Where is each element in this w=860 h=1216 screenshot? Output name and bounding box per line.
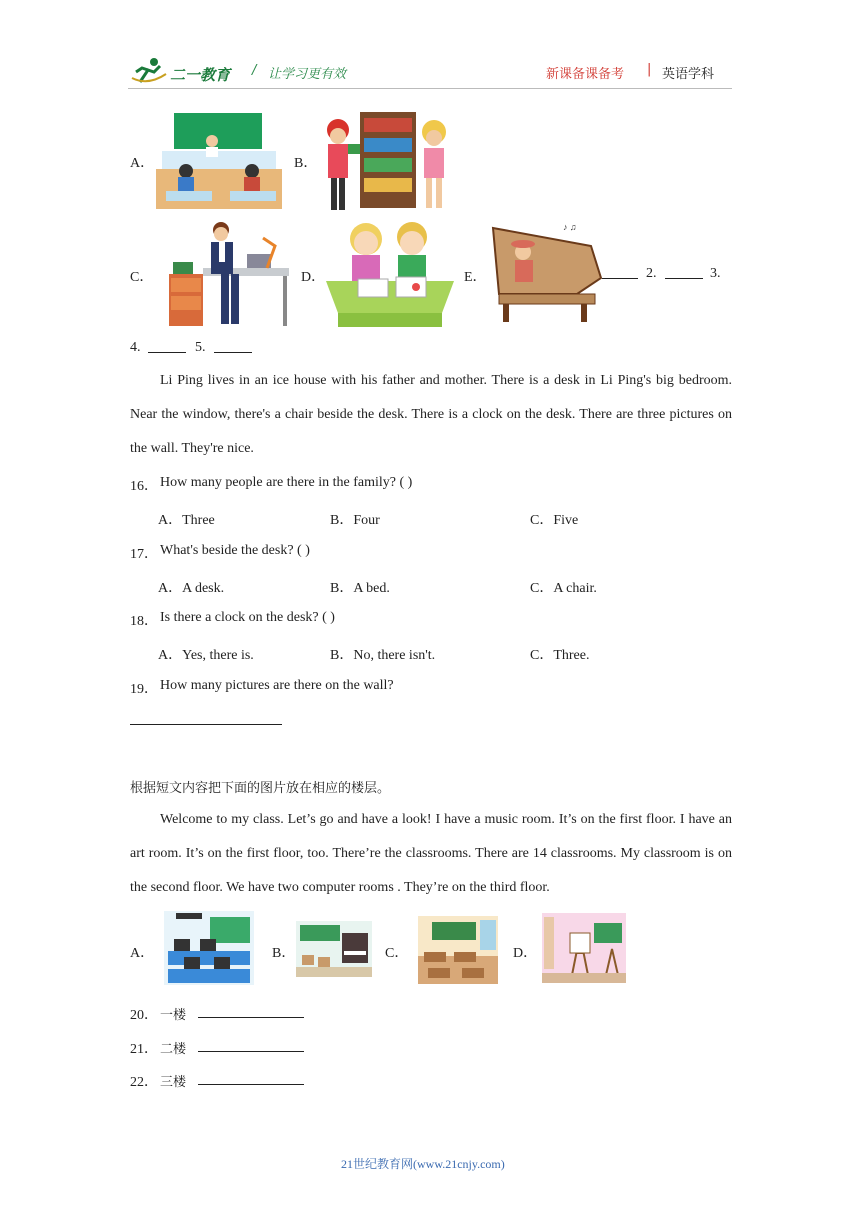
classroom-desks-image: [418, 916, 498, 984]
blank-label-5: 5.: [195, 340, 206, 355]
header-right-right: 英语学科: [662, 67, 715, 82]
q22-label: 三楼: [160, 1075, 187, 1090]
q16-option-a[interactable]: A．Three: [158, 513, 215, 528]
q22-num: 22．: [130, 1075, 158, 1090]
q18-option-b[interactable]: B．No, there isn't.: [330, 648, 436, 663]
q20-label: 一楼: [160, 1008, 187, 1023]
passage-2: Welcome to my class. Let’s go and have a look! I have a music room. It’s on the first floor. I have an art room. It’s on the first floor, too. There’re the classrooms. There are 14 classrooms. My classroom is on the second floor. We have two computer rooms . They’re on the third floor.: [130, 812, 732, 895]
footer-link[interactable]: 21世纪教育网(www.21cnjy.com): [341, 1157, 505, 1171]
runner-logo-icon: [130, 56, 168, 86]
q21-answer-line[interactable]: [198, 1039, 304, 1052]
q21-label: 二楼: [160, 1042, 187, 1057]
q18-text: Is there a clock on the desk? ( ): [160, 610, 335, 625]
q18-option-a[interactable]: A．Yes, there is.: [158, 648, 254, 663]
q16-num: 16．: [130, 479, 158, 494]
q22-answer-line[interactable]: [198, 1072, 304, 1085]
header-slash: /: [252, 63, 257, 78]
logo-text: 二一教育: [170, 66, 231, 84]
blank-label-4: 4.: [130, 340, 141, 355]
s2-option-b-label: B．: [272, 946, 296, 961]
library-image: [318, 110, 454, 214]
q19-text: How many pictures are there on the wall?: [160, 678, 394, 693]
answer-blank-2[interactable]: [665, 266, 703, 279]
q20-num: 20．: [130, 1008, 158, 1023]
section2-instruction: 根据短文内容把下面的图片放在相应的楼层。: [130, 781, 391, 796]
q17-text: What's beside the desk? ( ): [160, 543, 310, 558]
option-e-label: E．: [464, 270, 487, 285]
q19-answer-line[interactable]: [130, 712, 282, 725]
blank-label-2: 2.: [646, 266, 657, 281]
q17-num: 17．: [130, 547, 158, 562]
q17-option-c[interactable]: C．A chair.: [530, 581, 597, 596]
q16-text: How many people are there in the family? ( ): [160, 475, 413, 490]
office-image: [163, 218, 291, 328]
art-room-image: [542, 913, 626, 983]
header-slogan: 让学习更有效: [268, 67, 347, 82]
s2-option-a-label: A．: [130, 946, 155, 961]
s2-option-c-label: C．: [385, 946, 409, 961]
answer-blank-1[interactable]: [602, 266, 638, 279]
piano-image: [481, 218, 603, 324]
option-d-label: D．: [301, 270, 326, 285]
s2-option-d-label: D．: [513, 946, 538, 961]
q16-option-b[interactable]: B．Four: [330, 513, 380, 528]
option-c-label: C．: [130, 270, 154, 285]
svg-text:♪ ♫: ♪ ♫: [563, 222, 577, 232]
q18-option-c[interactable]: C．Three.: [530, 648, 590, 663]
q18-num: 18．: [130, 614, 158, 629]
q16-option-c[interactable]: C．Five: [530, 513, 579, 528]
option-b-label: B．: [294, 156, 318, 171]
computer-room-image: [164, 911, 254, 985]
header-rule: [128, 88, 732, 89]
header-divider: |: [647, 62, 652, 77]
classroom-image: [156, 113, 282, 209]
blank-label-3: 3.: [710, 266, 721, 281]
q17-option-b[interactable]: B．A bed.: [330, 581, 390, 596]
q17-option-a[interactable]: A．A desk.: [158, 581, 225, 596]
music-room-image: [296, 921, 372, 977]
answer-blank-3[interactable]: [148, 340, 186, 353]
option-a-label: A．: [130, 156, 155, 171]
passage-1: Li Ping lives in an ice house with his father and mother. There is a desk in Li Ping's big bedroom. Near the window, there's a chair beside the desk. There is a clock on the desk. There are three pictures on the wall. They're nice.: [130, 373, 732, 456]
q19-num: 19．: [130, 682, 158, 697]
q21-num: 21．: [130, 1042, 158, 1057]
drawing-image: [326, 217, 454, 329]
answer-blank-4[interactable]: [214, 340, 252, 353]
q20-answer-line[interactable]: [198, 1005, 304, 1018]
header-right-left: 新课备课备考: [546, 67, 625, 82]
